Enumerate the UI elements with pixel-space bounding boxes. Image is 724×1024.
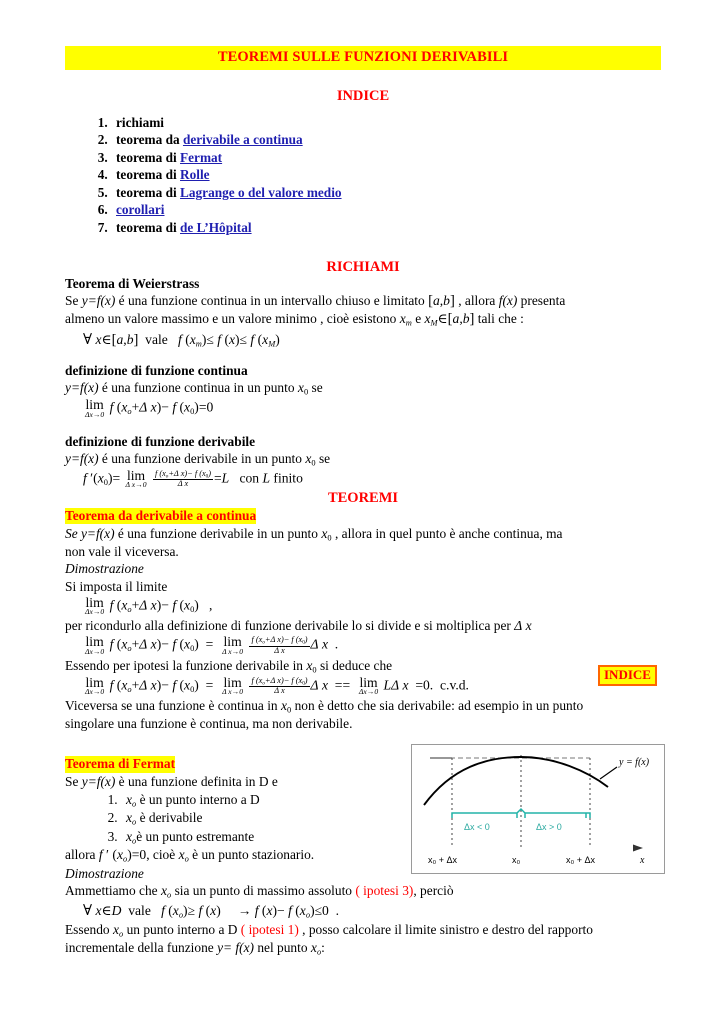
x-axis-arrow [633, 845, 643, 852]
teorema-dac-line4: per ricondurlo alla definizione di funzione derivabile lo si divide e si moltiplica per Δ x [65, 618, 532, 633]
text: x [160, 882, 167, 898]
limit-operator: lim Δx→0 [358, 674, 379, 697]
indice-jump-badge[interactable]: INDICE [598, 665, 657, 686]
text: é una funzione continua in un intervallo chiuso e limitato [115, 292, 429, 308]
text: o [167, 889, 172, 900]
text: , [209, 597, 213, 613]
def-continua-statement [65, 379, 661, 397]
index-item-prefix: teorema di [116, 219, 181, 235]
text: Essendo per ipotesi la funzione derivabile in [65, 657, 307, 673]
text: y=f(x) [81, 774, 116, 790]
text: tali che : [474, 311, 524, 327]
hypothesis-ref-3: ( ipotesi 3) [355, 882, 414, 898]
text: per ricondurlo alla definizione di funzione derivabile lo si divide e si moltiplica per [65, 618, 515, 633]
brace-left-label: Δx < 0 [464, 822, 490, 832]
text: c.v.d. [440, 677, 469, 693]
fraction: $\frac{f (x_o+\Delta x)- f (x_0)}{\text{Δ x}}$ [154, 468, 211, 489]
index-link-derivabile-a-continua[interactable]: derivabile a continua [182, 132, 303, 148]
limit-operator: lim Δx→0 [85, 397, 105, 419]
text: non è detto che sia derivabile: ad esempio in un punto [291, 698, 584, 714]
text: , cioè [146, 847, 179, 863]
text: Ammettiamo che [65, 882, 161, 898]
text: y=f(x) [65, 450, 99, 466]
teorema-fermat-line3 [65, 921, 661, 957]
fermat-figure [411, 744, 665, 874]
teorema-dac-line3: Si imposta il limite [65, 578, 168, 594]
index-item-prefix: richiami [116, 114, 165, 130]
fermat-figure-svg [412, 745, 662, 871]
text: f(x) [498, 292, 518, 308]
text: Se [65, 774, 82, 790]
teorema-dac-line5: Essendo per ipotesi la funzione derivabile in $x_0$ si deduce che [65, 657, 393, 674]
teorema-dac-formula-1: lim Δx→0 f ($x_o+\Delta$ x)− f $(x_0)$ , [85, 594, 213, 617]
text: x [310, 940, 317, 956]
brace-right-label: Δx > 0 [536, 822, 562, 832]
text: non vale il viceversa. [65, 544, 179, 560]
text: Se [65, 292, 82, 308]
def-continua-title: definizione di funzione continua [65, 363, 248, 379]
teorema-fermat-conclusion: allora f ′ $(x_o)=0$, cioè $x_o$ è un punto stazionario. [65, 847, 315, 864]
weierstrass-formula: ∀ x∈[a,b] vale f $(x_m)\le f$ (x)≤ f $(x_M)$ [83, 332, 280, 349]
limit-operator: lim Δx→0 [85, 594, 105, 617]
teorema-fermat-title: Teorema di Fermat [65, 756, 176, 772]
text: , allora in quel punto è anche continua, ma [331, 525, 563, 541]
index-item-prefix: teorema di [116, 149, 181, 165]
tick-label-center: x₀ [512, 855, 521, 865]
curve-label-leader [600, 767, 617, 779]
text: è un punto interno a D [136, 791, 260, 807]
text: o [132, 835, 137, 846]
teorema-dac-title: Teorema da derivabile a continua [65, 507, 257, 523]
list-item[interactable] [111, 131, 661, 149]
hypothesis-ref-1: ( ipotesi 1) [240, 921, 299, 937]
text: Essendo [65, 921, 113, 937]
fraction: $\frac{f (x_o+\Delta x)- f (x_0)}{\text{Δ x}}$ [251, 635, 308, 655]
tick-label-right: x₀ + Δx [566, 855, 596, 865]
index-link-de-lhopital[interactable]: de L’Hôpital [180, 219, 252, 235]
teorema-dac-title-wrap [65, 507, 661, 525]
text: 0 [303, 386, 309, 397]
def-derivabile-formula: f $'(x_0)=$ lim Δ x→0 $\frac{f (x_o+\Delta x)- f (x_0)}{\text{Δ x}}$ =L con L finito [83, 467, 303, 490]
list-item[interactable] [111, 201, 661, 219]
text: , posso calcolare il limite sinistro e destro del rapporto [298, 921, 593, 937]
index-link-fermat[interactable]: Fermat [180, 149, 223, 165]
teorema-dac-statement: Se y=f(x) é una funzione derivabile in un punto $x_0$ , allora in quel punto è anche continua, ma non vale il viceversa. [65, 525, 563, 560]
text: o [132, 798, 137, 808]
text: sia un punto di massimo assoluto [171, 882, 356, 898]
limit-operator: lim Δ x→0 [222, 674, 244, 697]
text: . [334, 636, 339, 652]
text: allora [65, 847, 99, 863]
limit-operator: lim Δ x→0 [222, 634, 244, 657]
teorema-fermat-dimostrazione-label: Dimostrazione [65, 865, 144, 881]
text: è un punto estremante [136, 828, 255, 844]
index-item-prefix: teorema di [116, 184, 181, 200]
text: x [126, 810, 133, 826]
text: incrementale della funzione [65, 940, 218, 956]
index-link-lagrange[interactable]: Lagrange o del valore medio [180, 184, 342, 200]
text: Viceversa se una funzione è continua in [65, 698, 281, 714]
text: x [424, 311, 431, 327]
list-item[interactable] [111, 114, 661, 132]
text: M [430, 317, 438, 328]
teorema-dac-formula-2: lim Δx→0 f ($x_o+\Delta$ x)− f $(x_0)$ = lim Δ x→0 $\frac{f (x_o+\Delta x)- f (x_0)}{\text{Δ x}}$ Δ x . [85, 634, 339, 657]
curve-label: y = f(x) [619, 757, 650, 768]
teorema-dac-formula-3: lim Δx→0 f ($x_o+\Delta$ x)− f $(x_0)$ = lim Δ x→0 $\frac{f (x_o+\Delta x)- f (x_0)}{\text{Δ x}}$ Δ x == lim Δx→0 LΔ x =0. c.v.d. [85, 674, 469, 697]
limit-operator: lim Δx→0 [85, 634, 105, 657]
def-derivabile-title: definizione di funzione derivabile [65, 433, 256, 449]
teorema-fermat-line2 [65, 882, 661, 900]
text: si deduce che [316, 657, 393, 673]
teorema-dac-line6: Viceversa se una funzione è continua in $x_0$ non è detto che sia derivabile: ad esempio in un punto singolare una funzione è continua, ma non derivabile. [65, 698, 584, 732]
text: y= f(x) [217, 940, 254, 956]
list-item[interactable] [111, 149, 661, 167]
def-continua-formula: lim Δx→0 f ($x_o+\Delta$ x)− f $(x_0)=0$ [85, 397, 214, 419]
text: x [399, 311, 406, 327]
text: x [126, 828, 133, 844]
text: , perciò [413, 882, 454, 898]
heading-richiami: RICHIAMI [326, 258, 400, 275]
list-item[interactable] [111, 184, 661, 202]
text: è un punto stazionario. [188, 847, 315, 863]
fraction: $\frac{f (x_o+\Delta x)- f (x_0)}{\text{Δ x}}$ [251, 675, 308, 696]
limit-operator: lim Δx→0 [85, 674, 105, 697]
index-list [65, 114, 661, 237]
text: =0. [415, 677, 434, 693]
def-derivabile-statement: y=f(x) é una funzione derivabile in un punto $x_0$ se [65, 450, 331, 467]
text: singolare una funzione è continua, ma non derivabile. [65, 716, 353, 732]
text: o [132, 816, 137, 827]
list-item[interactable] [111, 166, 661, 184]
list-item[interactable] [111, 219, 661, 237]
heading-teoremi: TEOREMI [327, 489, 399, 506]
text: m [405, 317, 412, 328]
index-link-rolle[interactable]: Rolle [180, 167, 210, 183]
text: : [321, 940, 325, 956]
text: se [315, 450, 331, 466]
text: Se y=f(x) [65, 525, 115, 541]
text: e [411, 311, 425, 327]
text: x [297, 380, 304, 396]
page-title: TEOREMI SULLE FUNZIONI DERIVABILI [65, 46, 661, 70]
text: è una funzione definita in D e [115, 774, 278, 790]
text: , allora [454, 292, 499, 308]
teorema-dac-dimostrazione-label: Dimostrazione [65, 561, 144, 577]
text: o [316, 946, 322, 957]
text: nel punto [253, 940, 311, 956]
text: é una funzione continua in un punto [98, 380, 298, 396]
text: é una funzione derivabile in un punto [114, 525, 322, 541]
text: un punto interno a D [123, 921, 241, 937]
weierstrass-statement: Se y=f(x) é una funzione continua in un intervallo chiuso e limitato [a,b] , allora f(x) presenta almeno un valore massimo e un valore minimo , cioè esistono $x_m$ e $x_M\in[a,b]$ tali che : [65, 292, 566, 328]
text: y=f(x) [65, 380, 99, 396]
heading-indice: INDICE [336, 87, 390, 104]
text: se [308, 380, 323, 396]
text: almeno un valore massimo e un valore minimo , cioè esistono [65, 311, 400, 327]
index-link-corollari[interactable]: corollari [116, 202, 165, 218]
text: y=f(x) [81, 292, 116, 308]
index-item-prefix: teorema di [116, 167, 181, 183]
text: x [126, 791, 133, 807]
tick-label-left: x₀ + Δx [428, 855, 458, 865]
text: o [119, 928, 124, 939]
text: presenta [517, 292, 566, 308]
x-axis-label: x [640, 855, 645, 866]
limit-operator: lim Δ x→0 [125, 467, 147, 490]
text: è derivabile [136, 810, 203, 826]
text: é una funzione derivabile in un punto [98, 450, 306, 466]
index-item-prefix: teorema da [116, 132, 183, 148]
weierstrass-title: Teorema di Weierstrass [65, 275, 200, 291]
teorema-fermat-formula: ∀ x∈D vale f $(x_o)\ge f$ (x) → f (x)− f $(x_o)\le 0$ . [83, 902, 340, 920]
text: x [112, 921, 120, 937]
